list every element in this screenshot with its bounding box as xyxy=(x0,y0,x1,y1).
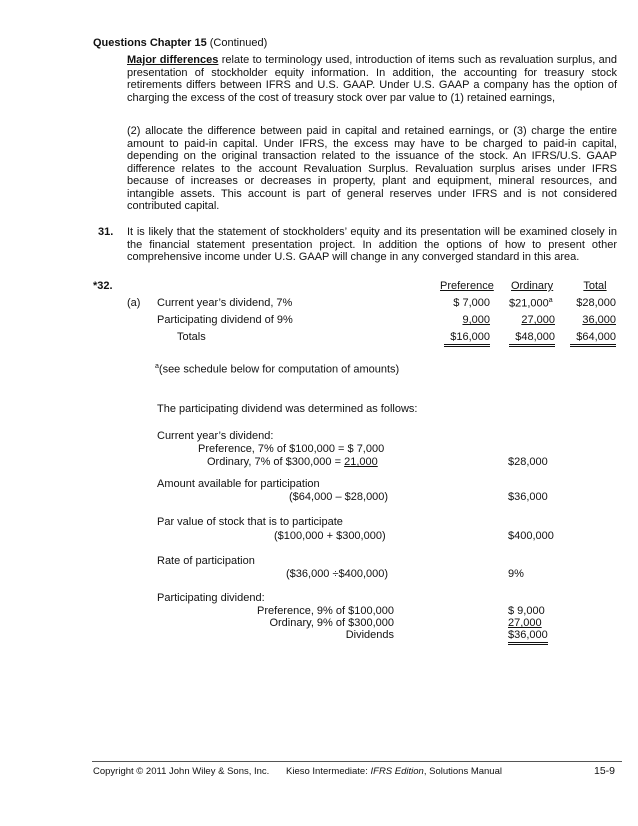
current-div-result: $28,000 xyxy=(508,456,548,468)
current-div-ord xyxy=(207,456,378,468)
rate-result: 9% xyxy=(508,568,524,580)
participating-total-value: $36,000 xyxy=(508,629,548,645)
q31-number: 31. xyxy=(98,226,114,238)
major-differences-text: relate to terminology used, introduction of items such as revaluation surplus, and presentation of stockholder equity information. In addition, the accounting for treasury stock retirements differs between IFRS and U.S. GAAP. Under U.S. GAAP a company has the option of charging the excess of the cost of treasury stock over par value to (1) retained earnings, xyxy=(127,54,617,104)
row-current-label: Current year’s dividend, 7% xyxy=(157,297,293,309)
col-header-preference: Preference xyxy=(440,280,494,292)
page-heading xyxy=(93,37,267,49)
par-heading: Par value of stock that is to participate xyxy=(157,516,343,528)
participating-total-label: Dividends xyxy=(345,629,394,641)
par-result: $400,000 xyxy=(508,530,554,542)
row-participating-pref: 9,000 xyxy=(462,314,490,326)
footer-page-number: 15-9 xyxy=(594,765,616,777)
footnote-mark: a xyxy=(155,363,159,370)
footer-copyright: Copyright © 2011 John Wiley & Sons, Inc. xyxy=(93,766,270,777)
footnote-text: (see schedule below for computation of amounts) xyxy=(158,363,400,376)
available-detail: ($64,000 – $28,000) xyxy=(289,491,389,503)
par-detail: ($100,000 + $300,000) xyxy=(274,530,386,542)
row-participating-total: 36,000 xyxy=(582,314,616,326)
row-current-pref: $ 7,000 xyxy=(453,297,490,309)
participating-ord: Ordinary, 9% of $300,000 xyxy=(269,617,394,629)
current-div-pref: Preference, 7% of $100,000 = $ 7,000 xyxy=(198,443,385,455)
current-div-heading: Current year’s dividend: xyxy=(157,430,274,442)
footer-book-pre: Kieso Intermediate: xyxy=(286,766,371,777)
major-differences-paragraph xyxy=(127,54,617,104)
available-heading: Amount available for participation xyxy=(157,478,320,490)
col-header-total: Total xyxy=(583,280,607,292)
row-current-total: $28,000 xyxy=(576,297,616,309)
footer-book-post: , Solutions Manual xyxy=(423,766,502,777)
row-totals-total: $64,000 xyxy=(570,331,616,347)
participating-pref: Preference, 9% of $100,000 xyxy=(257,605,394,617)
row-totals-label: Totals xyxy=(177,331,206,343)
row-participating-label: Participating dividend of 9% xyxy=(157,314,293,326)
col-header-ordinary: Ordinary xyxy=(511,280,554,292)
major-differences-paragraph-2 xyxy=(127,125,617,213)
footnote xyxy=(155,363,399,376)
part-a-label: (a) xyxy=(127,297,141,309)
q32-number: *32. xyxy=(93,280,113,292)
row-current-ord-value: $21,000 xyxy=(509,297,549,310)
heading-title: Questions Chapter 15 xyxy=(93,37,207,49)
major-differences-text-2: (2) allocate the difference between paid in capital and retained earnings, or (3) charge the entire amount to paid-in capital. Under IFRS, the excess may have to be charged to paid-in capital, depending on the original transaction related to the issuance of the stock. An IFRS/U.S. GAAP difference relates to the account Revaluation Surplus. Revaluation surplus arises under IFRS because of increases or decreases in property, plant and equipment, mineral resources, and intangible assets. This account is part of general reserves under IFRS and is not considered contributed capital. xyxy=(127,125,617,212)
schedule-intro: The participating dividend was determined as follows: xyxy=(157,403,418,415)
row-current-ord xyxy=(509,297,553,310)
participating-pref-value: $ 9,000 xyxy=(508,605,545,617)
q31-text: It is likely that the statement of stockholders’ equity and its presentation will be examined closely in the financial statement presentation project. In addition the options of how to present other comprehensive income under U.S. GAAP will change in any converged standard in this area. xyxy=(127,226,617,263)
footer-book-italic: IFRS Edition xyxy=(370,766,424,777)
row-totals-pref: $16,000 xyxy=(444,331,490,347)
footer-book xyxy=(286,766,502,777)
current-div-ord-value: 21,000 xyxy=(344,456,378,468)
row-totals-ord: $48,000 xyxy=(509,331,555,347)
participating-heading: Participating dividend: xyxy=(157,592,265,604)
rate-heading: Rate of participation xyxy=(157,555,255,567)
available-result: $36,000 xyxy=(508,491,548,503)
footer-rule xyxy=(92,761,622,762)
heading-continued: (Continued) xyxy=(209,37,268,49)
rate-detail: ($36,000 ÷$400,000) xyxy=(286,568,389,580)
row-participating-ord: 27,000 xyxy=(521,314,555,326)
major-differences-lead: Major differences xyxy=(127,54,219,66)
participating-ord-value: 27,000 xyxy=(508,617,542,629)
row-current-ord-sup: a xyxy=(548,297,553,304)
current-div-ord-label: Ordinary, 7% of $300,000 = xyxy=(207,456,345,468)
